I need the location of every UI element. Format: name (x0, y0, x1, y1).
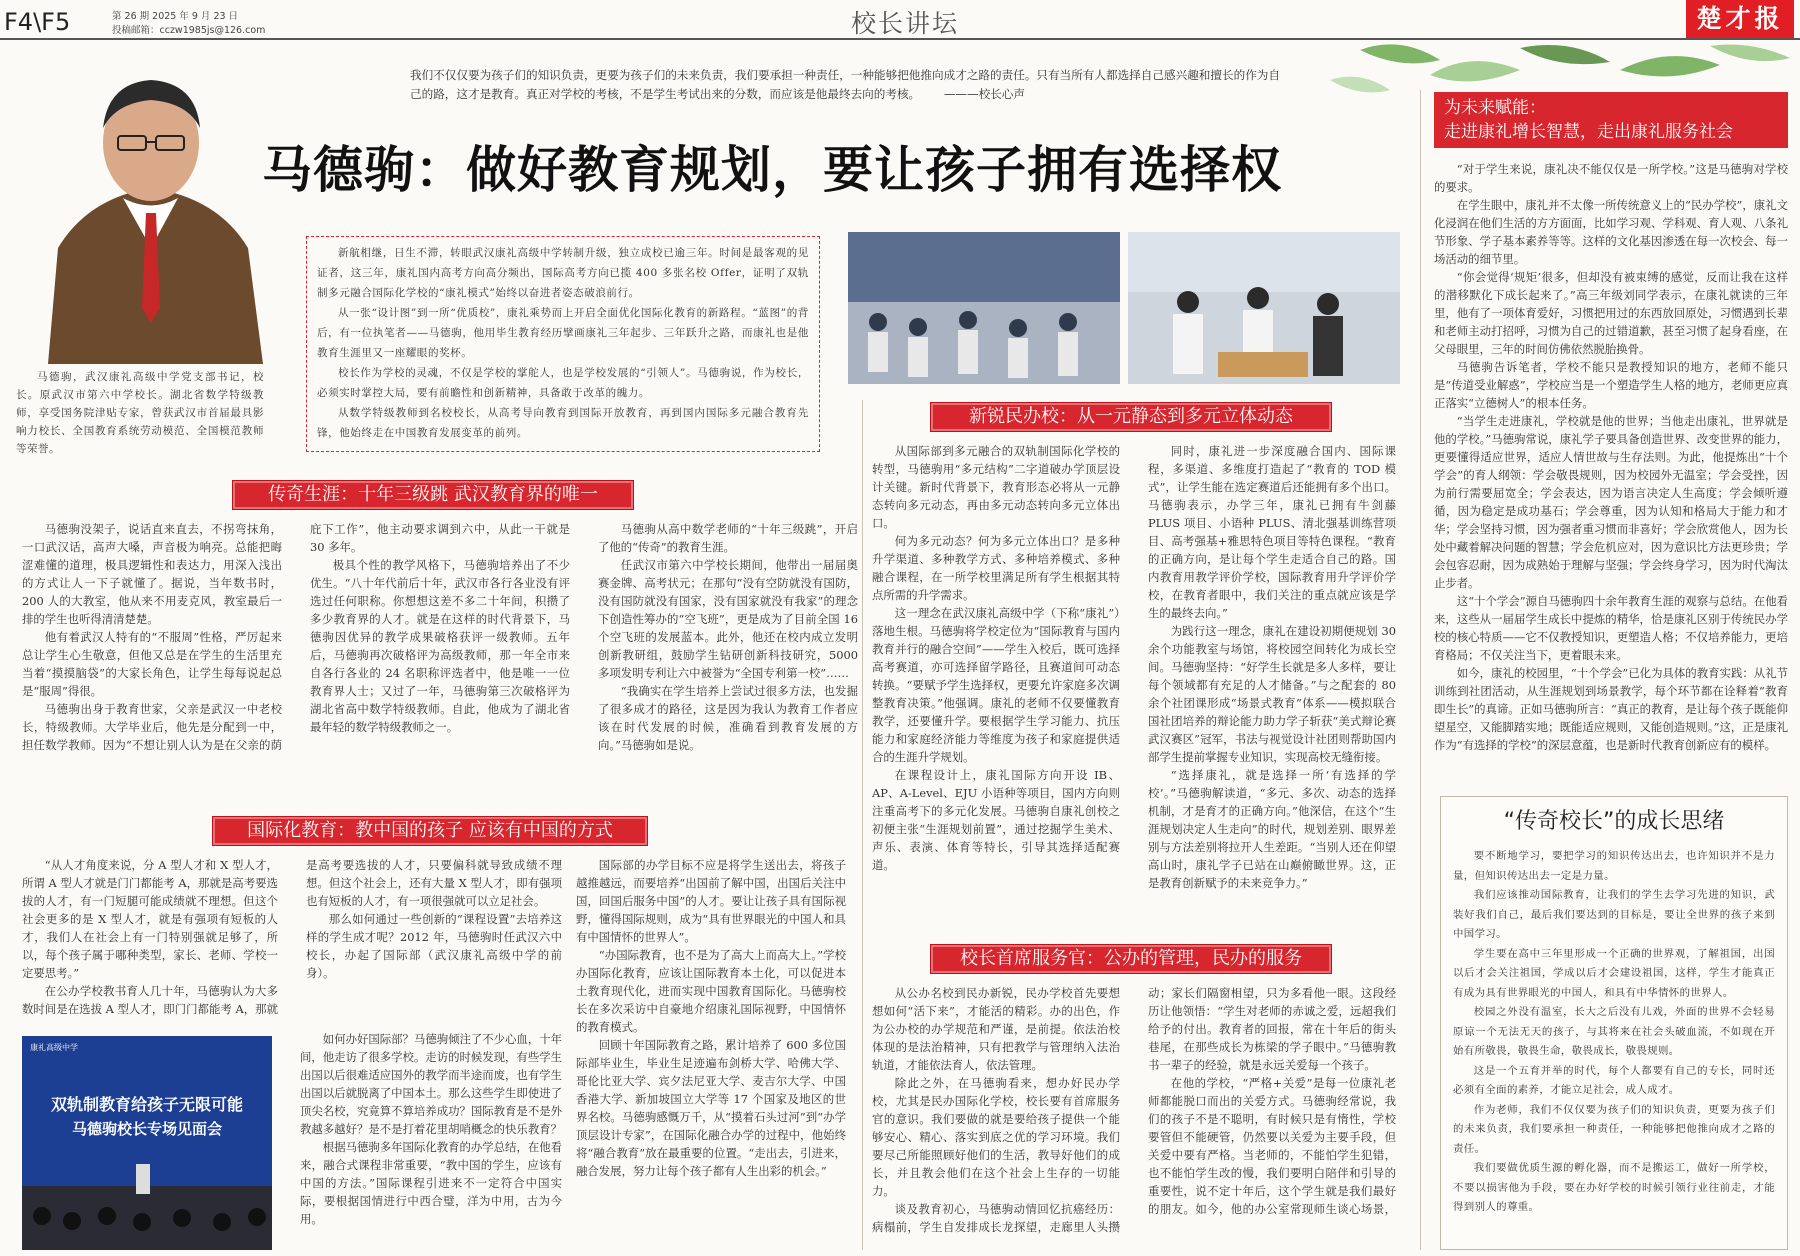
body-paragraph: 这“十个学会”源自马德驹四十余年教育生涯的观察与总结。在他看来，这些从一届届学生成长中提炼的精华，恰是康礼区别于传统民办学校的核心特质——它不仅教授知识，更塑造人格；不仅培养能力，更培育格局；不仅关注当下，更着眼未来。 (1434, 594, 1788, 662)
body-paragraph: “从人才角度来说，分 A 型人才和 X 型人才，所谓 A 型人才就是门门都能考 A，那就是高考要选拔的人才，有一门短腿可能成绩就不理想。但这个社会更多的是 X 型人才，就是有强项有短板的人才，我们人在社会上有一门特别强就足够了，所以，每个孩子属于哪种类型，家长、老师、学校一定要思考。” (22, 858, 278, 980)
body-paragraph: 这一理念在武汉康礼高级中学（下称“康礼”）落地生根。马德驹将学校定位为“国际教育与国内教育并行的融合空间”——学生入校后，既可选择高考赛道，亦可选择留学路径，且赛道间可动态转换。“要赋予学生选择权，更要允许家庭多次调整教育决策。”他强调。康礼的老师不仅要懂教育教学，还要懂升学。要根据学生学习能力、抗压能力和家庭经济能力等维度为孩子和家庭提供适合的生涯升学规划。 (872, 606, 1120, 764)
event-title-line2: 马德驹校长专场见面会 (71, 1120, 222, 1138)
brand-logo (1686, 0, 1794, 38)
body-paragraph: 在学生眼中，康礼并不太像一所传统意义上的“民办学校”，康礼文化浸润在他们生活的方方面面，比如学习观、学科观、育人观、八条礼节形象、学子基本素养等等。这样的文化基因渗透在每一次校会、每一场活动的细节里。 (1434, 198, 1788, 266)
body-paragraph: 根据马德驹多年国际化教育的办学总结，在他看来，融合式课程非常重要，“教中国的学生，应该有中国的方法。”国际课程引进来不一定符合中国实际，要根据国情进行中西合璧，洋为中用，古为今用。 (300, 1140, 562, 1226)
right-banner-line2: 走进康礼增长智慧，走出康礼服务社会 (1444, 122, 1733, 142)
section-heading-international: 国际化教育：教中国的孩子 应该有中国的方式 (212, 816, 648, 846)
intro-paragraph: 校长作为学校的灵魂，不仅是学校的掌舵人，也是学校发展的“引领人”。马德驹说，作为校长，必须实时掌控大局，要有前瞻性和创新精神，具备敢于改革的魄力。 (317, 367, 809, 399)
body-paragraph: 马德驹从高中数学老师的“十年三级跳”，开启了他的“传奇”的教育生涯。 (598, 522, 858, 554)
growth-paragraph: 我们应该推动国际教育，让我们的学生去学习先进的知识，武装好我们自己，最后我们要达到的目标是，要让全世界的孩子来到中国学习。 (1453, 889, 1775, 940)
body-paragraph: 在他的学校，“严格+关爱”是每一位康礼老师都能脱口而出的关爱方式。马德驹经常说，我们的孩子不是不聪明，有时候只是有惰性，学校要管但不能硬管，仍然要以关爱为主要手段，但关爱中要有严格。当老师的，不能怕学生犯错，也不能怕学生改的慢，我们要明白陪伴和引导的重要性，说不定十年后，这个学生就是我们最好的朋友。如今，他的办公室常现师生谈心场景， (1148, 1076, 1396, 1216)
lead-quote-text: 我们不仅仅要为孩子们的知识负责，更要为孩子们的未来负责，我们要承担一种责任，一种能够把他推向成才之路的责任。只有当所有人都选择自己感兴趣和擅长的作为自己的路，这才是教育。真正对学校的考核，不是学生考试出来的分数，而应该是他最终去向的考核。 (410, 68, 1280, 101)
right-banner-line1: 为未来赋能： (1444, 98, 1546, 118)
body-paragraph: 为践行这一理念，康礼在建设初期便规划 30 余个功能教室与场馆，将校园空间转化为成长空间。马德驹坚持：“好学生长就是多人多样，要让每个领域都有充足的人才储备。”与之配套的 80 余个社团课形成“场景式教育”体系——模拟联合国社团培养的辩论能力助力学子斩获“美式辩论赛武汉赛区”冠军，书法与视觉设计社团则帮助国内部学生提前掌握专业知识，实现高校无缝衔接。 (1148, 624, 1396, 764)
intro-box (306, 236, 820, 452)
body-paragraph: 何为多元动态？何为多元立体出口？是多种升学渠道、多种教学方式、多种培养模式、多种融合课程，在一所学校里满足所有学生根据其特点所需的升学需求。 (872, 534, 1120, 602)
column-divider (1420, 90, 1421, 1250)
body-paragraph: 除此之外，在马德驹看来，想办好民办学校，尤其是民办国际化学校，校长要有首席服务官的意识。我们要做的就是要给孩子提供一个能够安心、精心、落实到底之优的学习环境。我们要尽己所能照顾好他们的生活，教导好他们的成长，并且教会他们在这个社会上生存的一切能力。 (872, 1076, 1120, 1198)
section-body-international-b (300, 1030, 562, 1250)
body-paragraph: 那么如何通过一些创新的“课程设置”去培养这样的学生成才呢？2012 年，马德驹时任武汉六中校长，办起了国际部（武汉康礼高级中学的前身）。 (306, 912, 562, 980)
growth-paragraph: 校园之外没有温室，长大之后没有儿戏，外面的世界不会轻易原谅一个无法无天的孩子，与其将来在社会头破血流，不如现在开始有所敬畏，敬畏生命，敬畏成长，敬畏规则。 (1453, 1006, 1775, 1057)
growth-box (1440, 796, 1788, 1250)
section-body-international-c (576, 856, 846, 1250)
section-body-service (872, 984, 1396, 1250)
campus-photo-left (848, 232, 1120, 384)
event-title-line1: 双轨制教育给孩子无限可能 (50, 1095, 243, 1114)
issue-email: 投稿邮箱：cczw1985js@126.com (112, 25, 266, 36)
section-body-legend (22, 520, 858, 788)
growth-title: “传奇校长”的成长思绪 (1503, 809, 1725, 834)
growth-paragraph: 我们要做优质生源的孵化器，而不是搬运工，做好一所学校，不要以损害他为手段，要在办好学校的时候引领行业往前走，才能得到别人的尊重。 (1453, 1162, 1775, 1213)
section-heading-innovation: 新锐民办校：从一元静态到多元立体动态 (930, 402, 1332, 432)
body-paragraph: “我确实在学生培养上尝试过很多方法，也发掘了很多成才的路径，这是因为我认为教育工作者应该在时代发展的时候，准确看到教育发展的方向。”马德驹如是说。 (598, 684, 858, 752)
body-paragraph: 如何办好国际部？马德驹倾注了不少心血，十年间，他走访了很多学校。走访的时候发现，有些学生出国以后很难适应国外的教学而半途而废，也有学生出国以后就脱离了中国本土。那么这些学生即使进了顶尖名校，究竟算不算培养成功？国际教育是不是外教越多越好？是不是打着花里胡哨概念的快乐教育？ (300, 1032, 562, 1136)
body-paragraph: 马德驹告诉笔者，学校不能只是教授知识的地方，老师不能只是“传道受业解惑”，学校应当是一个塑造学生人格的地方，老师更应真正落实“立德树人”的根本任务。 (1434, 360, 1788, 410)
headline: 马德驹：做好教育规划，要让孩子拥有选择权 (262, 140, 1282, 199)
section-body-international-a (22, 856, 562, 1024)
intro-paragraph: 从数学特级教师到名校校长，从高考导向教育到国际开放教育，再到国内国际多元融合教育先锋，他始终走在中国教育发展变革的前列。 (317, 407, 809, 439)
body-paragraph: 在公办学校教书育人几十年，马德驹认为大多数时间是在选拔 A 型人才，即门门都能考 A，那就是高考要选拔的人才，只要偏科就导致成绩不理想。但这个社会上，还有大量 X 型人才，即有强项也有短板的人才，有一项很强就可以立足社会。 (22, 858, 562, 1016)
body-paragraph: “当学生走进康礼，学校就是他的世界；当他走出康礼，世界就是他的学校。”马德驹常说，康礼学子要具备创造世界、改变世界的能力，更要懂得适应世界，适应人情世故与生存法则。为此，他提炼出“十个学会”的育人纲领：学会敬畏规则，因为校园外无温室；学会受挫，因为前行需要屈宽全；学会表达，因为语言决定人生高度；学会倾听遵循，因为稳定是成功基石；学会尊重，因为认知和格局大于能力和才华；学会坚持习惯，因为强者重习惯而非喜好；学会欣赏他人，因为长处中藏着解决问题的智慧；学会危机应对，因为意识比方法更珍贵；学会包容忍耐，因为成熟始于理解与坚强；学会终身学习，因为时代淘汰止步者。 (1434, 414, 1788, 590)
intro-text (317, 243, 809, 443)
column-divider (862, 400, 863, 1250)
issue-info: 第 26 期 2025 年 9 月 23 日 (112, 11, 239, 22)
body-paragraph: 极具个性的教学风格下，马德驹培养出了不少优生。“八十年代前后十年，武汉市各行各业没有评选过任何职称。你想想这差不多二十年间，积攒了多少教育界的人才。就是在这样的时代背景下，马德驹因优异的教学成果破格获评一级教师。五年后，马德驹再次破格评为高级教师，那一年全市来自各行各业的 24 名职称评选者中，他是唯一一位教育界人士；又过了一年，马德驹第三次破格评为湖北省高中数学特级教师。自此，他成为了湖北省最年轻的数学特级教师之一。 (310, 558, 570, 734)
growth-paragraph: 要不断地学习，要把学习的知识传达出去，也许知识并不是力量，但知识传达出去一定是力量。 (1453, 850, 1775, 882)
growth-paragraph: 这是一个五育并举的时代，每个人都要有自己的专长，同时还必须有全面的素养，才能立足社会，成人成才。 (1453, 1064, 1775, 1096)
portrait-caption: 马德驹，武汉康礼高级中学党支部书记，校长。原武汉市第六中学校长。湖北省数学特级教师，享受国务院津贴专家，曾获武汉市首届最具影响力校长、全国教育系统劳动模范、全国模范教师等荣誉。 (16, 371, 264, 455)
growth-paragraph: 作为老师，我们不仅仅要为孩子们的知识负责，更要为孩子们的未来负责，我们要承担一种责任，一种能够把他推向成才之路的责任。 (1453, 1103, 1775, 1155)
section-heading-service: 校长首席服务官：公办的管理，民办的服务 (930, 944, 1332, 974)
portrait-photo (28, 48, 275, 364)
body-paragraph: 任武汉市第六中学校长期间，他带出一届届奥赛金牌、高考状元；在那句“没有空防就没有国防，没有国防就没有国家，没有国家就没有我家”的理念下创造性筹办的“空飞班”，更是成为了目前全国 16 个空飞班的发展蓝本。此外，他还在校内成立发明创新教研组，鼓励学生钻研创新科技研究，5000 多项发明专利让六中被誉为“全国专利第一校”…… (598, 558, 858, 680)
body-paragraph: 在课程设计上，康礼国际方向开设 IB、AP、A-Level、EJU 小语种等项目，国内方向则注重高考下的多元化发展。马德驹自康礼创校之初便主张“生涯规划前置”，通过挖掘学生美术、声乐、表演、体育等特长，引导其选择适配赛道。 (872, 768, 1120, 872)
body-paragraph: 如今，康礼的校园里，“十个学会”已化为具体的教育实践：从礼节训练到社团活动，从生涯规划到场景教学，每个环节都在诠释着“教育即生长”的真谛。正如马德驹所言：“真正的教育，是让每个孩子既能仰望星空，又能脚踏实地；既能适应规则，又能创造规则。”这，正是康礼作为“有选择的学校”的深层意蕴，也是新时代教育创新应有的模样。 (1434, 666, 1788, 752)
growth-paragraph: 学生要在高中三年里形成一个正确的世界观，了解祖国，出国以后才会关注祖国，学成以后才会建设祖国，这样，学生才能真正有成为具有世界眼光的中国人，和具有中华情怀的世界人。 (1453, 947, 1775, 999)
body-paragraph: 马德驹没架子，说话直来直去，不拐弯抹角，一口武汉话，高声大嗓，声音极为响亮。总能把晦涩难懂的道理，极具逻辑性和表达力，用深入浅出的方式让人一下子就懂了。据说，当年数书时，200 人的大教室，他从来不用麦克风，教室最后一排的学生也听得清清楚楚。 (22, 522, 282, 626)
right-column-body (1434, 160, 1788, 780)
lead-quote (410, 66, 1280, 106)
body-paragraph: “办国际教育，也不是为了高大上而高大上。”学校办国际化教育，应该让国际教育本土化，可以促进本土教育现代化，进而实现中国教育国际化。马德驹校长在多次采访中自豪地介绍康礼国际视野，中国情怀的教育模式。 (576, 948, 846, 1034)
intro-paragraph: 新航相继，日生不滞，转眼武汉康礼高级中学转制升级，独立成校已逾三年。时间是最客观的见证者，这三年，康礼国内高考方向高分频出，国际高考方向已揽 400 多张名校 Offer，证明了双轨制多元融合国际化学校的“康礼模式”始终以奋进者姿态破浪前行。 (317, 247, 809, 299)
section-heading-legend: 传奇生涯：十年三级跳 武汉教育界的唯一 (232, 480, 634, 510)
lead-quote-source: ———校长心声 (943, 87, 1025, 101)
event-photo (22, 1036, 272, 1250)
body-paragraph: 回顾十年国际教育之路，累计培养了 600 多位国际部毕业生，毕业生足迹遍布剑桥大学、哈佛大学、哥伦比亚大学、宾夕法尼亚大学、麦吉尔大学、中国香港大学、新加坡国立大学等 17 个国家及地区的世界名校。马德驹感慨万千，从“摸着石头过河”到“办学顶层设计专家”，在国际化融合办学的过程中，他始终将“融合教育”放在最重要的位置。“走出去，引进来，融合发展，努力让每个孩子都有人生出彩的机会。” (576, 1038, 846, 1178)
body-paragraph: 他有着武汉人特有的“不服周”性格，严厉起来总让学生心生敬意，但他又总是在学生的生活里充当着“摸摸脑袋”的大家长角色，让学生每每说起总是“服周”得很。 (22, 630, 282, 698)
section-title: 校长讲坛 (850, 9, 959, 38)
right-banner (1434, 92, 1788, 148)
body-paragraph: 从国际部到多元融合的双轨制国际化学校的转型，马德驹用“多元结构”二字道破办学顶层设计关键。新时代背景下，教育形态必将从一元静态转向多元动态，再由多元动态转向多元立体出口。 (872, 444, 1120, 530)
section-body-innovation (872, 442, 1396, 918)
campus-photo-right (1128, 232, 1400, 384)
body-paragraph: 谈及教育初心，马德驹动情回忆抗癌经历：病榻前，学生自发排成长龙探望，走廊里人头攒动；家长们隔窗相望，只为多看他一眼。这段经历让他领悟：“学生对老师的赤诚之爱，远超我们给予的付出。教育者的回报，常在十年后的街头巷尾，在那些成长为栋梁的学子眼中。”马德驹教书一辈子的经验，就是永远关爱每一个孩子。 (872, 986, 1396, 1234)
event-org: 康礼高级中学 (30, 1043, 78, 1052)
body-paragraph: “你会觉得‘规矩’很多，但却没有被束缚的感觉，反而让我在这样的潜移默化下成长起来了。”高三年级刘同学表示，在康礼就读的三年里，他有了一项体育爱好，习惯把用过的东西放回原处，习惯遇到长辈和老师主动打招呼，习惯为自己的过错道歉，甚至习惯了起身看座，在父母眼里，三年的时间仿佛依然脱胎换骨。 (1434, 270, 1788, 356)
body-paragraph: 国际部的办学目标不应是将学生送出去，将孩子越推越远，而要培养“出国前了解中国，出国后关注中国，回国后服务中国”的人才。要让让孩子具有国际视野，懂得国际规则，成为“具有世界眼光的中国人和具有中国情怀的世界人”。 (576, 858, 846, 944)
body-paragraph: “对于学生来说，康礼决不能仅仅是一所学校。”这是马德驹对学校的要求。 (1434, 162, 1788, 194)
body-paragraph: 同时，康礼进一步深度融合国内、国际课程，多渠道、多维度打造起了“教育的 TOD 模式”，让学生能在选定赛道后还能拥有多个出口。马德驹表示，办学三年，康礼已拥有牛剑藤 PLUS 项目、小语种 PLUS、清北强基训练营项目、高考强基+雅思特色项目等特色课程。“教育的正确方向，是让每个学生走适合自己的路。国内教育用教学评价学校，国际教育用升学评价学校，在教育者眼中，我们关注的重点就应该是学生的最终去向。” (1148, 444, 1396, 620)
body-paragraph: 马德驹出身于教育世家，父亲是武汉一中老校长，特级教师。大学毕业后，他先是分配到一中，担任数学教师。因为“不想让别人认为是在父亲的荫庇下工作”，他主动要求调到六中，从此一干就是 30 多年。 (22, 522, 570, 752)
body-paragraph: “选择康礼，就是选择一所‘有选择的学校’。”马德驹解读道，“多元、多次、动态的选择机制，才是育才的正确方向。”他深信，在这个“生涯规划决定人生走向”的时代，规划差别、眼界差别与方法差别将拉开人生差距。“当别人还在仰望高山时，康礼学子已站在山巅俯瞰世界。这，正是教育创新赋予的未来竞争力。” (1148, 768, 1396, 890)
growth-text (1453, 847, 1775, 1239)
brand-name: 楚才报 (1696, 4, 1784, 33)
page-number: F4\F5 (4, 8, 71, 36)
body-paragraph: 从公办名校到民办新锐，民办学校首先要想想如何“活下来”，才能活的精彩。办的出色，作为公办校的办学规范和严谨，是前提。依法治校体现的是法治精神，只有把教学与管理纳入法治轨道，才能依法育人，依法管理。 (872, 986, 1120, 1072)
intro-paragraph: 从一张“设计图”到一所“优质校”，康礼乘势而上开启全面优化国际化教育的新路程。“蓝图”的背后，有一位执笔者——马德驹，他用毕生教育经历擘画康礼三年起步、三年跃升之路，而康礼也是他教育生涯里又一座耀眼的奖杯。 (317, 307, 809, 359)
